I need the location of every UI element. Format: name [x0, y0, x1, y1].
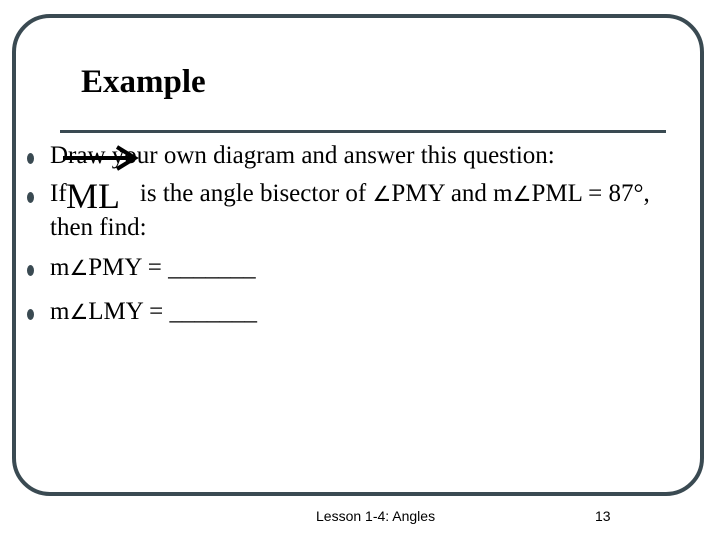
bullet-1-text: Draw your own diagram and answer this question:	[50, 142, 555, 169]
angle-icon: ∠	[372, 182, 392, 206]
title-underline	[60, 130, 666, 133]
bullet-text	[50, 179, 650, 209]
angle-icon: ∠	[69, 300, 89, 324]
bullet-2-continuation: then find:	[50, 214, 147, 241]
bullet-2-text-a: is the angle bisector of	[133, 180, 373, 207]
footer-lesson: Lesson 1-4: Angles	[316, 508, 436, 524]
page-number: 13	[595, 508, 611, 524]
bullet-2-prefix: If	[50, 180, 67, 207]
bullet-text	[50, 253, 256, 283]
bullet-marker	[26, 263, 35, 277]
bullet-4-m: m	[50, 298, 70, 325]
bullet-marker	[26, 307, 35, 321]
bullet-2-angle-2: PML = 87°,	[531, 180, 650, 207]
angle-icon: ∠	[69, 256, 89, 280]
slide-title: Example	[81, 64, 206, 100]
bullet-4-angle: LMY = _______	[88, 298, 258, 325]
bullet-3-m: m	[50, 254, 70, 281]
bullet-marker	[26, 151, 35, 165]
bullet-2-angle-1: PMY and m	[391, 180, 513, 207]
ray-label: ML	[66, 176, 120, 216]
bullet-3-angle: PMY = _______	[88, 254, 256, 281]
bullet-text	[50, 297, 257, 327]
angle-icon: ∠	[512, 182, 532, 206]
bullet-marker	[26, 190, 35, 204]
